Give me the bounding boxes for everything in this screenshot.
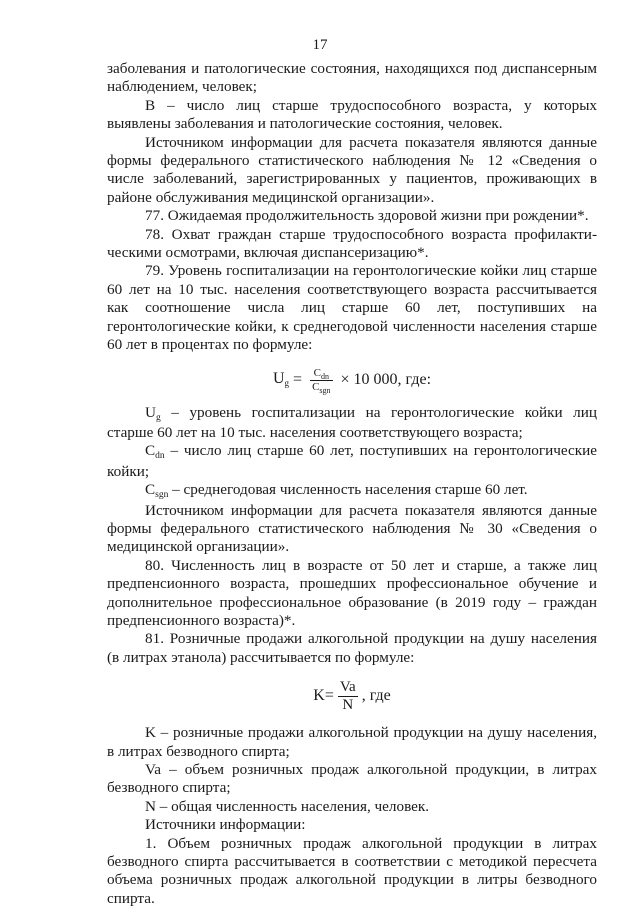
formula-hospitalization [107, 367, 597, 394]
fraction-denominator: $C_{sgn}$ [312, 380, 331, 395]
paragraph: Источником информации для расчета показателя являются данные формы федерального статистического наблюдения № 12 «Сведения о числе заболеваний, зарегистрированных у пациентов, проживающих в районе обслуживания медицинской организации». [107, 133, 597, 206]
paragraph: N – общая численность населения, человек. [145, 797, 430, 815]
formula-alcohol [107, 679, 597, 714]
paragraph: 79. Уровень госпитализации на геронтологические койки лиц старше 60 лет на 10 тыс. населения соответствующего возраста рассчитывается как соотношение числа лиц старше 60 лет, поступивших на геронтологические койки, к среднегодовой численности населения старше 60 лет в процентах по формуле: [107, 262, 597, 354]
formula-equals: = [289, 370, 307, 388]
page-number: 17 [312, 37, 328, 53]
fraction-numerator: Va [339, 679, 356, 696]
definition-ug: Ug – уровень госпитализации на геронтологические койки лиц старше 60 лет на 10 тыс. населения соответствующего возраста; [107, 403, 597, 441]
paragraph: 80. Численность лиц в возрасте от 50 лет и старше, а также лиц предпенсионного возраста, прошедших профессиональное обучение и дополнительное профессиональное образование (в 2019 году – граждан предпенсионного возраста)*. [107, 556, 597, 629]
formula-equals: = [324, 687, 334, 705]
paragraph: Va – объем розничных продаж алкогольной продукции, в литрах безводного спирта; [107, 761, 597, 797]
paragraph: 77. Ожидаемая продолжительность здоровой жизни при рождении*. [145, 207, 589, 225]
formula-fraction [310, 367, 332, 394]
fraction-denominator: N [342, 697, 354, 714]
formula-lhs: Ug [272, 370, 290, 389]
fraction-numerator: $C_{dn}$ [313, 366, 329, 381]
formula-tail: × 10 000, где: [336, 370, 432, 388]
formula-lhs: K [313, 687, 325, 705]
paragraph: заболевания и патологические состояния, находящихся под диспансерным наблюдением, человек; [107, 60, 597, 96]
paragraph: 78. Охват граждан старше трудоспособного возраста профилакти-ческими осмотрами, включая диспансеризацию*. [107, 225, 597, 262]
paragraph: B – число лиц старше трудоспособного возраста, у которых выявлены заболевания и патологические состояния, человек. [107, 96, 597, 133]
formula-tail: , где [361, 687, 391, 705]
paragraph: 81. Розничные продажи алкогольной продукции на душу населения (в литрах этанола) рассчитывается по формуле: [107, 630, 597, 666]
page-content [107, 60, 597, 908]
paragraph: Источником информации для расчета показателя являются данные формы федерального статистического наблюдения № 30 «Сведения о медицинской организации». [107, 501, 597, 556]
formula-fraction [338, 679, 358, 714]
paragraph: K – розничные продажи алкогольной продукции на душу населения, в литрах безводного спирта; [107, 724, 597, 760]
paragraph: 1. Объем розничных продаж алкогольной продукции в литрах безводного спирта рассчитывается в соответствии с методикой пересчета объема розничных продаж алкогольной продукции в литры безводного спирта. [107, 834, 597, 907]
paragraph: Источники информации: [145, 816, 306, 834]
definition-csgn: Csgn – среднегодовая численность населения старше 60 лет. [145, 481, 528, 501]
definition-cdn: Cdn – число лиц старше 60 лет, поступивших на геронтологические койки; [107, 442, 597, 480]
